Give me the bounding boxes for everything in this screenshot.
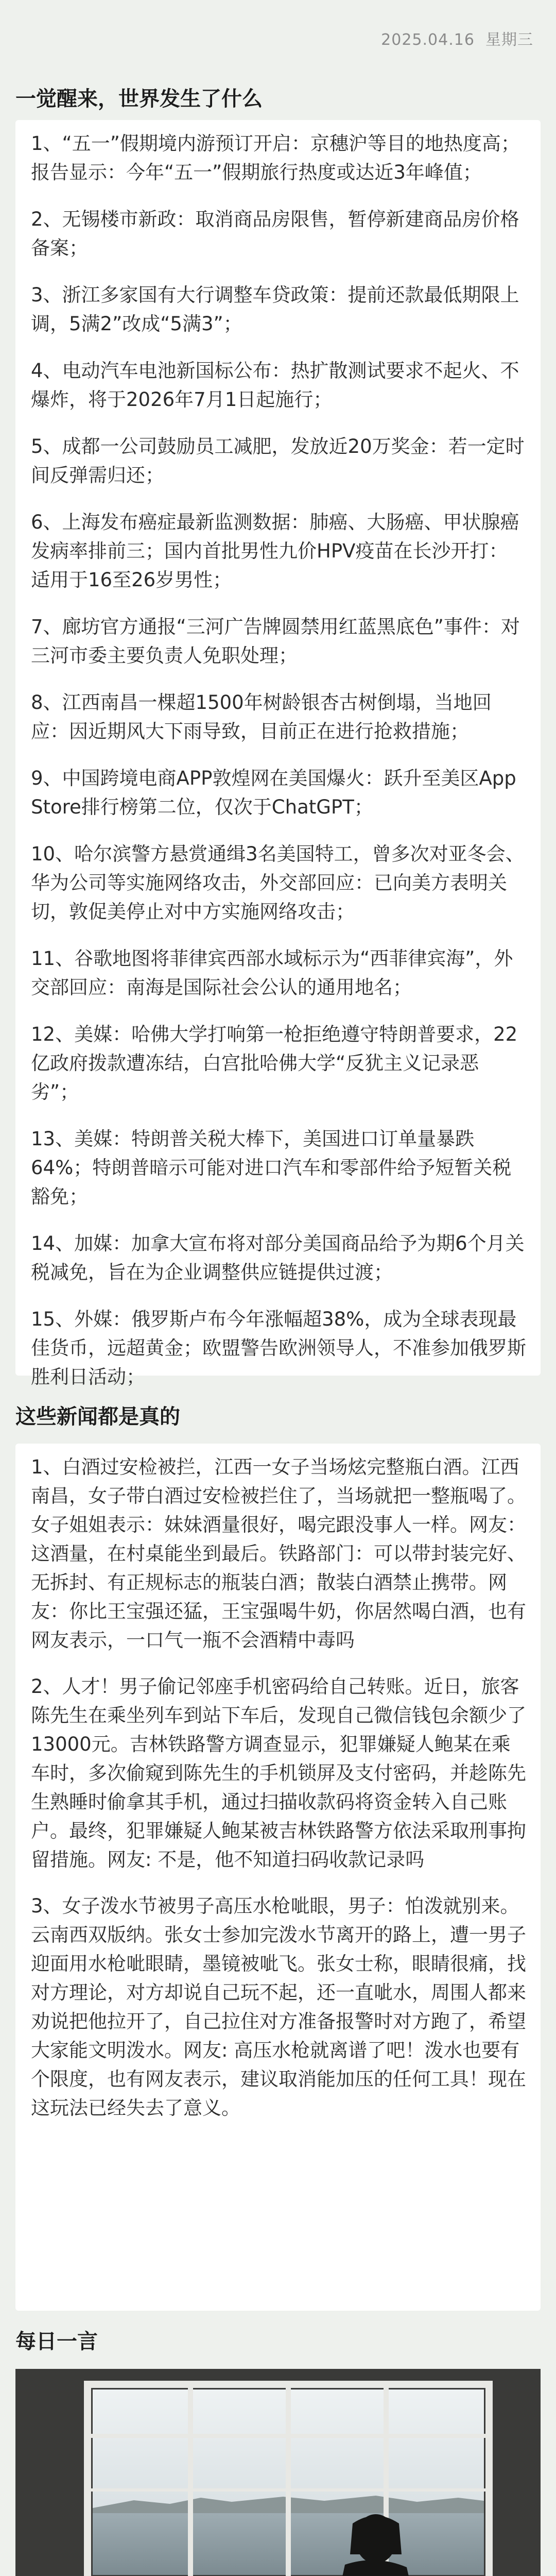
news-item: 2、无锡楼市新政：取消商品房限售，暂停新建商品房价格备案；	[31, 208, 519, 259]
news-item: 12、美媒：哈佛大学打响第一枪拒绝遵守特朗普要求，22亿政府拨款遭冻结，白宫批哈佛大学“反犹主义记录恶劣”；	[31, 1023, 518, 1103]
news-item: 10、哈尔滨警方悬赏通缉3名美国特工，曾多次对亚冬会、华为公司等实施网络攻击，外交部回应：已向美方表明关切，敦促美停止对中方实施网络攻击；	[31, 843, 525, 923]
news-item: 15、外媒：俄罗斯卢布今年涨幅超38%，成为全球表现最佳货币，远超黄金；欧盟警告欧洲领导人，不准参加俄罗斯胜利日活动；	[31, 1308, 526, 1388]
news-item: 5、成都一公司鼓励员工减肥，发放近20万奖金：若一定时间反弹需归还；	[31, 435, 525, 486]
news-item: 7、廊坊官方通报“三河广告牌圆禁用红蓝黑底色”事件：对三河市委主要负责人免职处理；	[31, 616, 520, 667]
section-title-true-news: 这些新闻都是真的	[15, 1405, 180, 1429]
news-item: 8、江西南昌一棵超1500年树龄银杏古树倒塌，当地回应：因近期风大下雨导致，目前正在进行抢救措施；	[31, 691, 492, 742]
story-paragraph: 2、人才！男子偷记邻座手机密码给自己转账。近日，旅客陈先生在乘坐列车到站下车后，发现自己微信钱包余额少了13000元。吉林铁路警方调查显示，犯罪嫌疑人鲍某在乘车时，多次偷窥到陈先生的手机锁屏及支付密码，并趁陈先生熟睡时偷拿其手机，通过扫描收款码将资金转入自己账户。最终，犯罪嫌疑人鲍某被吉林铁路警方依法采取刑事拘留措施。网友: 不是，他不知道扫码收款记录吗	[31, 1675, 526, 1871]
news-item: 3、浙江多家国有大行调整车贷政策：提前还款最低期限上调，5满2”改成“5满3”；	[31, 284, 519, 335]
news-item: 13、美媒：特朗普关税大棒下，美国进口订单量暴跌64%；特朗普暗示可能对进口汽车和零部件给予短暂关税豁免；	[31, 1128, 512, 1208]
true-news-card	[15, 1444, 541, 2311]
news-item: 9、中国跨境电商APP敦煌网在美国爆火：跃升至美区App Store排行榜第二位，仅次于ChatGPT；	[31, 767, 516, 818]
news-item: 4、电动汽车电池新国标公布：热扩散测试要求不起火、不爆炸，将于2026年7月1日起施行；	[31, 360, 519, 411]
news-item: 1、“五一”假期境内游预订开启：京穗沪等目的地热度高；报告显示：今年“五一”假期旅行热度或达近3年峰值；	[31, 132, 520, 183]
section-title-daily-quote: 每日一言	[15, 2330, 98, 2353]
story-paragraph: 3、女子泼水节被男子高压水枪呲眼，男子：怕泼就别来。云南西双版纳。张女士参加完泼水节离开的路上，遭一男子迎面用水枪呲眼睛，墨镜被呲飞。张女士称，眼睛很痛，找对方理论，对方却说自己玩不起，还一直呲水，周围人都来劝说把他拉开了，自己拉住对方准备报警时对方跑了，希望大家能文明泼水。网友: 高压水枪就离谱了吧！泼水也要有个限度，也有网友表示，建议取消能加压的任何工具！现在这玩法已经失去了意义。	[31, 1895, 526, 2119]
news-card	[15, 120, 541, 1388]
date: 2025.04.16	[381, 31, 475, 49]
weekday: 星期三	[485, 31, 533, 49]
news-item: 6、上海发布癌症最新监测数据：肺癌、大肠癌、甲状腺癌发病率排前三；国内首批男性九价HPV疫苗在长沙开打：适用于16至26岁男性；	[31, 511, 519, 591]
date-line	[381, 27, 533, 49]
news-item: 11、谷歌地图将菲律宾西部水域标示为“西菲律宾海”，外交部回应：南海是国际社会公认的通用地名；	[31, 947, 513, 998]
story-paragraph: 1、白酒过安检被拦，江西一女子当场炫完整瓶白酒。江西南昌，女子带白酒过安检被拦住了，当场就把一整瓶喝了。女子姐姐表示：妹妹酒量很好，喝完跟没事人一样。网友：这酒量，在村桌能坐到最后。铁路部门：可以带封装完好、无拆封、有正规标志的瓶装白酒；散装白酒禁止携带。网友：你比王宝强还猛，王宝强喝牛奶，你居然喝白酒，也有网友表示，一口气一瓶不会酒精中毒吗	[31, 1456, 526, 1651]
window-scene-illustration	[15, 2369, 541, 2576]
section-title-world-news: 一觉醒来，世界发生了什么	[15, 87, 263, 111]
news-item: 14、加媒：加拿大宣布将对部分美国商品给予为期6个月关税减免，旨在为企业调整供应链提供过渡；	[31, 1232, 525, 1283]
quote-photo	[15, 2369, 541, 2576]
